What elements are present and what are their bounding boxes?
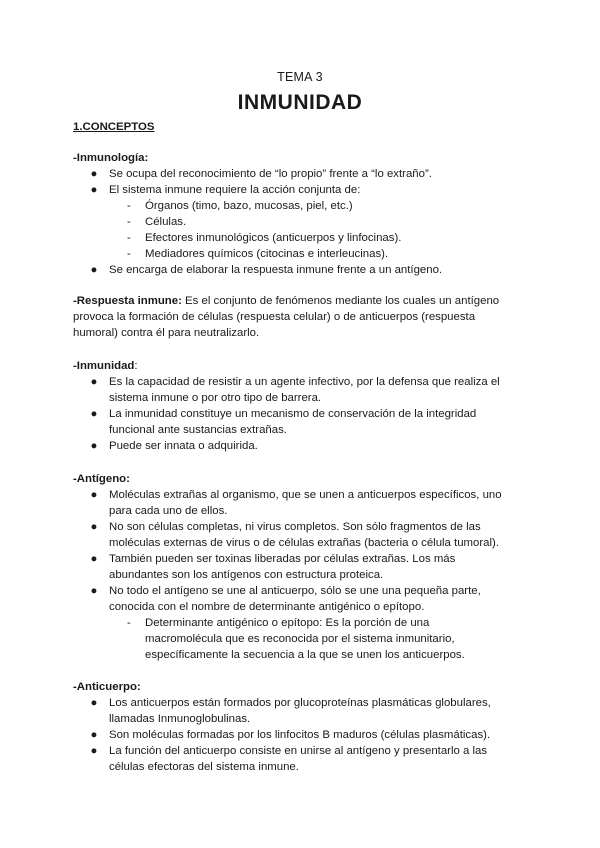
inmunidad-heading: -Inmunidad [73, 360, 135, 372]
bullet-icon: ● [90, 553, 98, 565]
list-item: Moléculas extrañas al organismo, que se unen a anticuerpos específicos, uno [109, 489, 502, 501]
antigeno-heading: -Antígeno: [73, 473, 130, 485]
sub-list-item: Efectores inmunológicos (anticuerpos y linfocinas). [145, 232, 402, 244]
list-item: Se ocupa del reconocimiento de “lo propio” frente a “lo extraño”. [109, 168, 432, 180]
list-item: Son moléculas formadas por los linfocitos B maduros (células plasmáticas). [109, 729, 491, 741]
list-item-cont: células efectoras del sistema inmune. [109, 761, 299, 773]
list-item: La inmunidad constituye un mecanismo de conservación de la integridad [109, 408, 477, 420]
topic-number: TEMA 3 [277, 70, 323, 84]
sub-list-item: Mediadores químicos (citocinas e interleucinas). [145, 248, 389, 260]
list-item: La función del anticuerpo consiste en unirse al antígeno y presentarlo a las [109, 745, 488, 757]
list-item: Se encarga de elaborar la respuesta inmune frente a un antígeno. [109, 264, 443, 276]
document-title: INMUNIDAD [237, 91, 363, 114]
bullet-icon: ● [90, 184, 98, 196]
list-item: Los anticuerpos están formados por glucoproteínas plasmáticas globulares, [109, 697, 491, 709]
dash-icon: - [127, 232, 131, 244]
paragraph-line: provoca la formación de células (respuesta celular) o de anticuerpos (respuesta [73, 311, 476, 323]
bullet-icon: ● [90, 376, 98, 388]
colon: : [134, 360, 138, 372]
sub-list-item: Células. [145, 216, 187, 228]
bullet-icon: ● [90, 489, 98, 501]
inmunologia-heading: -Inmunología: [73, 152, 149, 164]
list-item-cont: llamadas Inmunoglobulinas. [109, 713, 251, 725]
sub-list-item-cont: macromolécula que es reconocida por el sistema inmunitario, [145, 633, 455, 645]
paragraph-line: humoral) contra él para neutralizarlo. [73, 327, 260, 339]
bullet-icon: ● [90, 168, 98, 180]
list-item-cont: moléculas externas de virus o de células extrañas (bacteria o célula tumoral). [109, 537, 500, 549]
list-item: Es la capacidad de resistir a un agente infectivo, por la defensa que realiza el [109, 376, 500, 388]
sub-list-item: Órganos (timo, bazo, mucosas, piel, etc.) [145, 200, 353, 212]
respuesta-text: Es el conjunto de fenómenos mediante los cuales un antígeno [181, 295, 500, 307]
list-item-cont: sistema inmune o por otro tipo de barrera. [109, 392, 322, 404]
bullet-icon: ● [90, 264, 98, 276]
list-item-cont: funcional ante sustancias extrañas. [109, 424, 287, 436]
list-item: También pueden ser toxinas liberadas por células extrañas. Los más [109, 553, 456, 565]
respuesta-paragraph [73, 294, 499, 310]
list-item: El sistema inmune requiere la acción conjunta de: [109, 184, 361, 196]
section-heading: 1.CONCEPTOS [73, 121, 155, 133]
list-item: No todo el antígeno se une al anticuerpo, sólo se une una pequeña parte, [109, 585, 481, 597]
respuesta-heading: -Respuesta inmune: [73, 295, 182, 307]
inmunidad-heading-row [73, 359, 138, 375]
bullet-icon: ● [90, 521, 98, 533]
bullet-icon: ● [90, 697, 98, 709]
list-item: Puede ser innata o adquirida. [109, 440, 258, 452]
sub-list-item-cont: específicamente la secuencia a la que se unen los anticuerpos. [145, 649, 465, 661]
list-item: No son células completas, ni virus completos. Son sólo fragmentos de las [109, 521, 481, 533]
bullet-icon: ● [90, 745, 98, 757]
bullet-icon: ● [90, 729, 98, 741]
list-item-cont: conocida con el nombre de determinante antigénico o epítopo. [109, 601, 425, 613]
dash-icon: - [127, 216, 131, 228]
anticuerpo-heading: -Anticuerpo: [73, 681, 141, 693]
bullet-icon: ● [90, 408, 98, 420]
dash-icon: - [127, 248, 131, 260]
list-item-cont: para cada uno de ellos. [109, 505, 228, 517]
dash-icon: - [127, 200, 131, 212]
list-item-cont: abundantes son los antígenos con estructura proteica. [109, 569, 384, 581]
sub-list-item: Determinante antigénico o epítopo: Es la porción de una [145, 617, 430, 629]
dash-icon: - [127, 617, 131, 629]
bullet-icon: ● [90, 585, 98, 597]
bullet-icon: ● [90, 440, 98, 452]
